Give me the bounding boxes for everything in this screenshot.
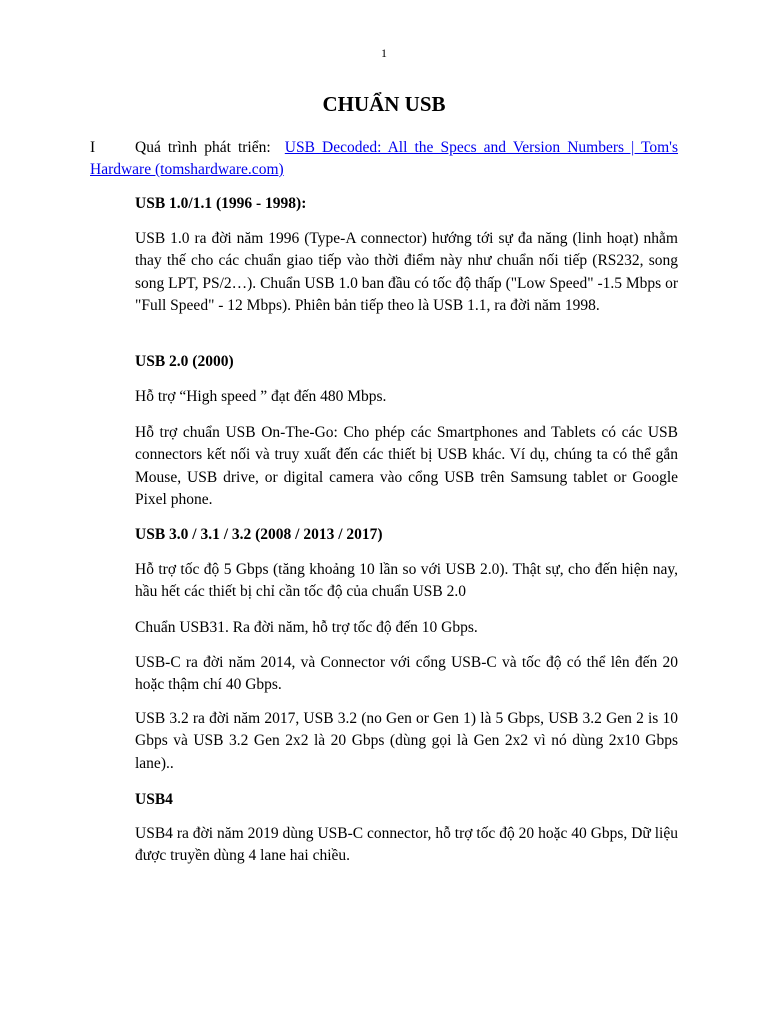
usb4-heading: USB4 <box>135 791 173 808</box>
section-label: Quá trình phát triển: <box>135 139 271 156</box>
usb1-paragraph: USB 1.0 ra đời năm 1996 (Type-A connector) hướng tới sự đa năng (linh hoạt) nhằm thay thế cho các chuẩn giao tiếp vào thời điểm này như chuẩn nối tiếp (RS232, song song LPT, PS/2…). Chuẩn USB 1.0 ban đầu có tốc độ thấp ("Low Speed" -1.5 Mbps or "Full Speed" - 12 Mbps). Phiên bản tiếp theo là USB 1.1, ra đời năm 1998. <box>135 230 678 315</box>
usbc-paragraph: USB-C ra đời năm 2014, và Connector với cổng USB-C và tốc độ có thể lên đến 20 hoặc thậm chí 40 Gbps. <box>135 654 678 694</box>
page-number: 1 <box>381 46 387 60</box>
section-heading <box>90 137 678 181</box>
usb2-otg-paragraph: Hỗ trợ chuẩn USB On-The-Go: Cho phép các Smartphones and Tablets có các USB connectors kết nối và truy xuất đến các thiết bị USB khác. Ví dụ, chúng ta có thể gắn Mouse, USB drive, or digital camera vào cổng USB trên Samsung tablet or Google Pixel phone. <box>135 424 678 509</box>
usb1-heading: USB 1.0/1.1 (1996 - 1998): <box>135 195 307 212</box>
usb2-heading: USB 2.0 (2000) <box>135 353 234 370</box>
usb31-paragraph: Chuẩn USB31. Ra đời năm, hỗ trợ tốc độ đến 10 Gbps. <box>135 619 478 636</box>
usb3-speed-paragraph: Hỗ trợ tốc độ 5 Gbps (tăng khoảng 10 lần so với USB 2.0). Thật sự, cho đến hiện nay, hầu hết các thiết bị chỉ cần tốc độ của chuẩn USB 2.0 <box>135 561 678 601</box>
usb3-heading: USB 3.0 / 3.1 / 3.2 (2008 / 2013 / 2017) <box>135 526 383 543</box>
document-title: CHUẨN USB <box>322 92 446 116</box>
usb4-paragraph: USB4 ra đời năm 2019 dùng USB-C connector, hỗ trợ tốc độ 20 hoặc 40 Gbps, Dữ liệu được truyền dùng 4 lane hai chiều. <box>135 825 678 865</box>
usb32-paragraph: USB 3.2 ra đời năm 2017, USB 3.2 (no Gen or Gen 1) là 5 Gbps, USB 3.2 Gen 2 is 10 Gbps và USB 3.2 Gen 2x2 là 20 Gbps (dùng gọi là Gen 2x2 vì nó dùng 2x10 Gbps lane).. <box>135 710 678 772</box>
usb2-speed-paragraph: Hỗ trợ “High speed ” đạt đến 480 Mbps. <box>135 388 387 405</box>
tomshardware-link[interactable]: USB Decoded: All the Specs and Version Numbers | Tom's Hardware (tomshardware.com) <box>90 139 679 178</box>
section-numeral: I <box>90 139 96 156</box>
